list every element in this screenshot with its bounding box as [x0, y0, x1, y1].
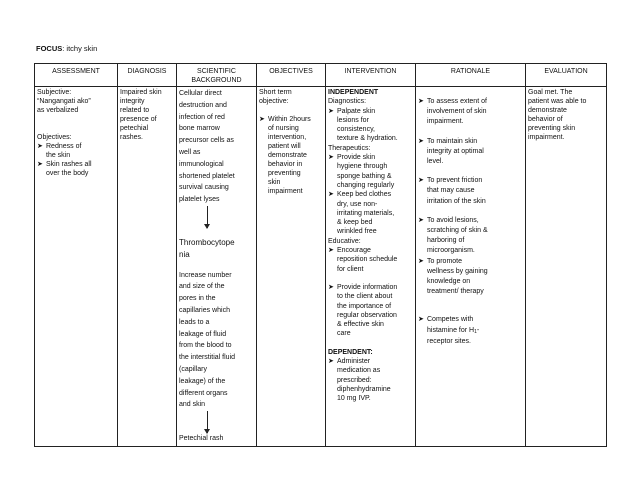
intervention-bullet: ➤ Administer medication as prescribed: diphenhydramine 10 mg IVP. — [328, 358, 391, 403]
nursing-care-plan-table — [34, 63, 607, 447]
intervention-bullet: ➤ Provide information to the client about the importance of regular observation & effective skin care — [328, 283, 398, 338]
rationale-bullet: ➤ To avoid lesions, scratching of skin & harboring of microorganism. — [418, 216, 488, 255]
check-arrow-bullet-icon: ➤ — [418, 137, 424, 145]
header-objectives: OBJECTIVES — [257, 64, 326, 87]
check-arrow-bullet-icon: ➤ — [418, 257, 424, 265]
check-arrow-bullet-icon: ➤ — [328, 107, 334, 115]
focus-line — [36, 44, 97, 53]
objectives-cell: Short term objective: ➤ Within 2hours of nursing intervention, patient will demonstrate behavior in preventing skin impairment — [257, 87, 326, 447]
check-arrow-bullet-icon: ➤ — [259, 116, 265, 123]
assessment-bullet: ➤ Redness of the skin — [37, 143, 82, 159]
check-arrow-bullet-icon: ➤ — [418, 316, 424, 324]
down-arrow-icon — [207, 206, 208, 228]
header-diagnosis: DIAGNOSIS — [118, 64, 177, 87]
rationale-bullet: ➤ Competes with histamine for $H_1-$ receptor sites. — [418, 316, 480, 345]
content-row — [35, 87, 607, 447]
header-assessment: ASSESSMENT — [35, 64, 118, 87]
header-rationale: RATIONALE — [416, 64, 526, 87]
header-evaluation: EVALUATION — [526, 64, 607, 87]
diagnosis-cell: Impaired skin integrity related to presence of petechial rashes. — [118, 87, 177, 447]
scientific-background-cell: Cellular direct destruction and infection of red bone marrow precursor cells as well as immunological shortened platelet survival causing platelet lyses Thrombocytope nia Increase number and size of the pores in the capillaries which leads to a leakage of fluid from the blood to the interstitial fluid (capillary leakage) of the different organs and skin Petechial rash — [177, 87, 257, 447]
objective-bullet: ➤ Within 2hours of nursing intervention, patient will demonstrate behavior in preventing skin impairment — [259, 116, 311, 195]
intervention-cell: INDEPENDENT Diagnostics: ➤ Palpate skin lesions for consistency, texture & hydration. Therapeutics: ➤ Provide skin hygiene through sponge bathing & changing regularly ➤ Keep bed clothes dry, use non- irritating materials, & keep bed wrinkled free Educative: ➤ Encourage reposition schedule for client ➤ Provide information to the client about the importance of regular observation & effective skin care DEPENDENT: ➤ Administer medication as prescribed: diphenhydramine 10 mg IVP. — [326, 87, 416, 447]
check-arrow-bullet-icon: ➤ — [328, 358, 334, 366]
check-arrow-bullet-icon: ➤ — [418, 177, 424, 185]
down-arrow-icon — [207, 411, 208, 433]
focus-label: FOCUS — [36, 44, 63, 53]
rationale-cell — [416, 87, 526, 447]
check-arrow-bullet-icon: ➤ — [328, 247, 334, 255]
check-arrow-bullet-icon: ➤ — [418, 98, 424, 105]
assessment-bullet: ➤ Skin rashes all over the body — [37, 161, 92, 177]
intervention-bullet: ➤ Palpate skin lesions for consistency, texture & hydration. — [328, 107, 398, 143]
focus-value: : itchy skin — [62, 44, 98, 53]
check-arrow-bullet-icon: ➤ — [37, 143, 43, 150]
check-arrow-bullet-icon: ➤ — [418, 216, 424, 224]
rationale-bullet: ➤ To prevent friction that may cause irritation of the skin — [418, 177, 486, 205]
rationale-bullet: ➤ To promote wellness by gaining knowledge on treatment/ therapy — [418, 257, 488, 296]
intervention-bullet: ➤ Keep bed clothes dry, use non- irritating materials, & keep bed wrinkled free — [328, 191, 395, 236]
rationale-bullet: ➤ To assess extent of involvement of skin impairment. — [418, 98, 487, 126]
header-scientific-background: SCIENTIFIC BACKGROUND — [177, 64, 257, 87]
check-arrow-bullet-icon: ➤ — [328, 154, 334, 162]
rationale-bullet: ➤ To maintain skin integrity at optimal level. — [418, 137, 484, 166]
check-arrow-bullet-icon: ➤ — [328, 191, 334, 199]
header-intervention: INTERVENTION — [326, 64, 416, 87]
header-row — [35, 64, 607, 87]
intervention-bullet: ➤ Provide skin hygiene through sponge bathing & changing regularly — [328, 154, 395, 189]
evaluation-cell: Goal met. The patient was able to demonstrate behavior of preventing skin impairment. — [526, 87, 607, 447]
assessment-cell: Subjective: “Nangangati ako” as verbalized Objectives: ➤ Redness of the skin ➤ Skin rashes all over the body — [35, 87, 118, 447]
intervention-bullet: ➤ Encourage reposition schedule for client — [328, 247, 398, 273]
check-arrow-bullet-icon: ➤ — [328, 283, 334, 291]
check-arrow-bullet-icon: ➤ — [37, 161, 43, 168]
